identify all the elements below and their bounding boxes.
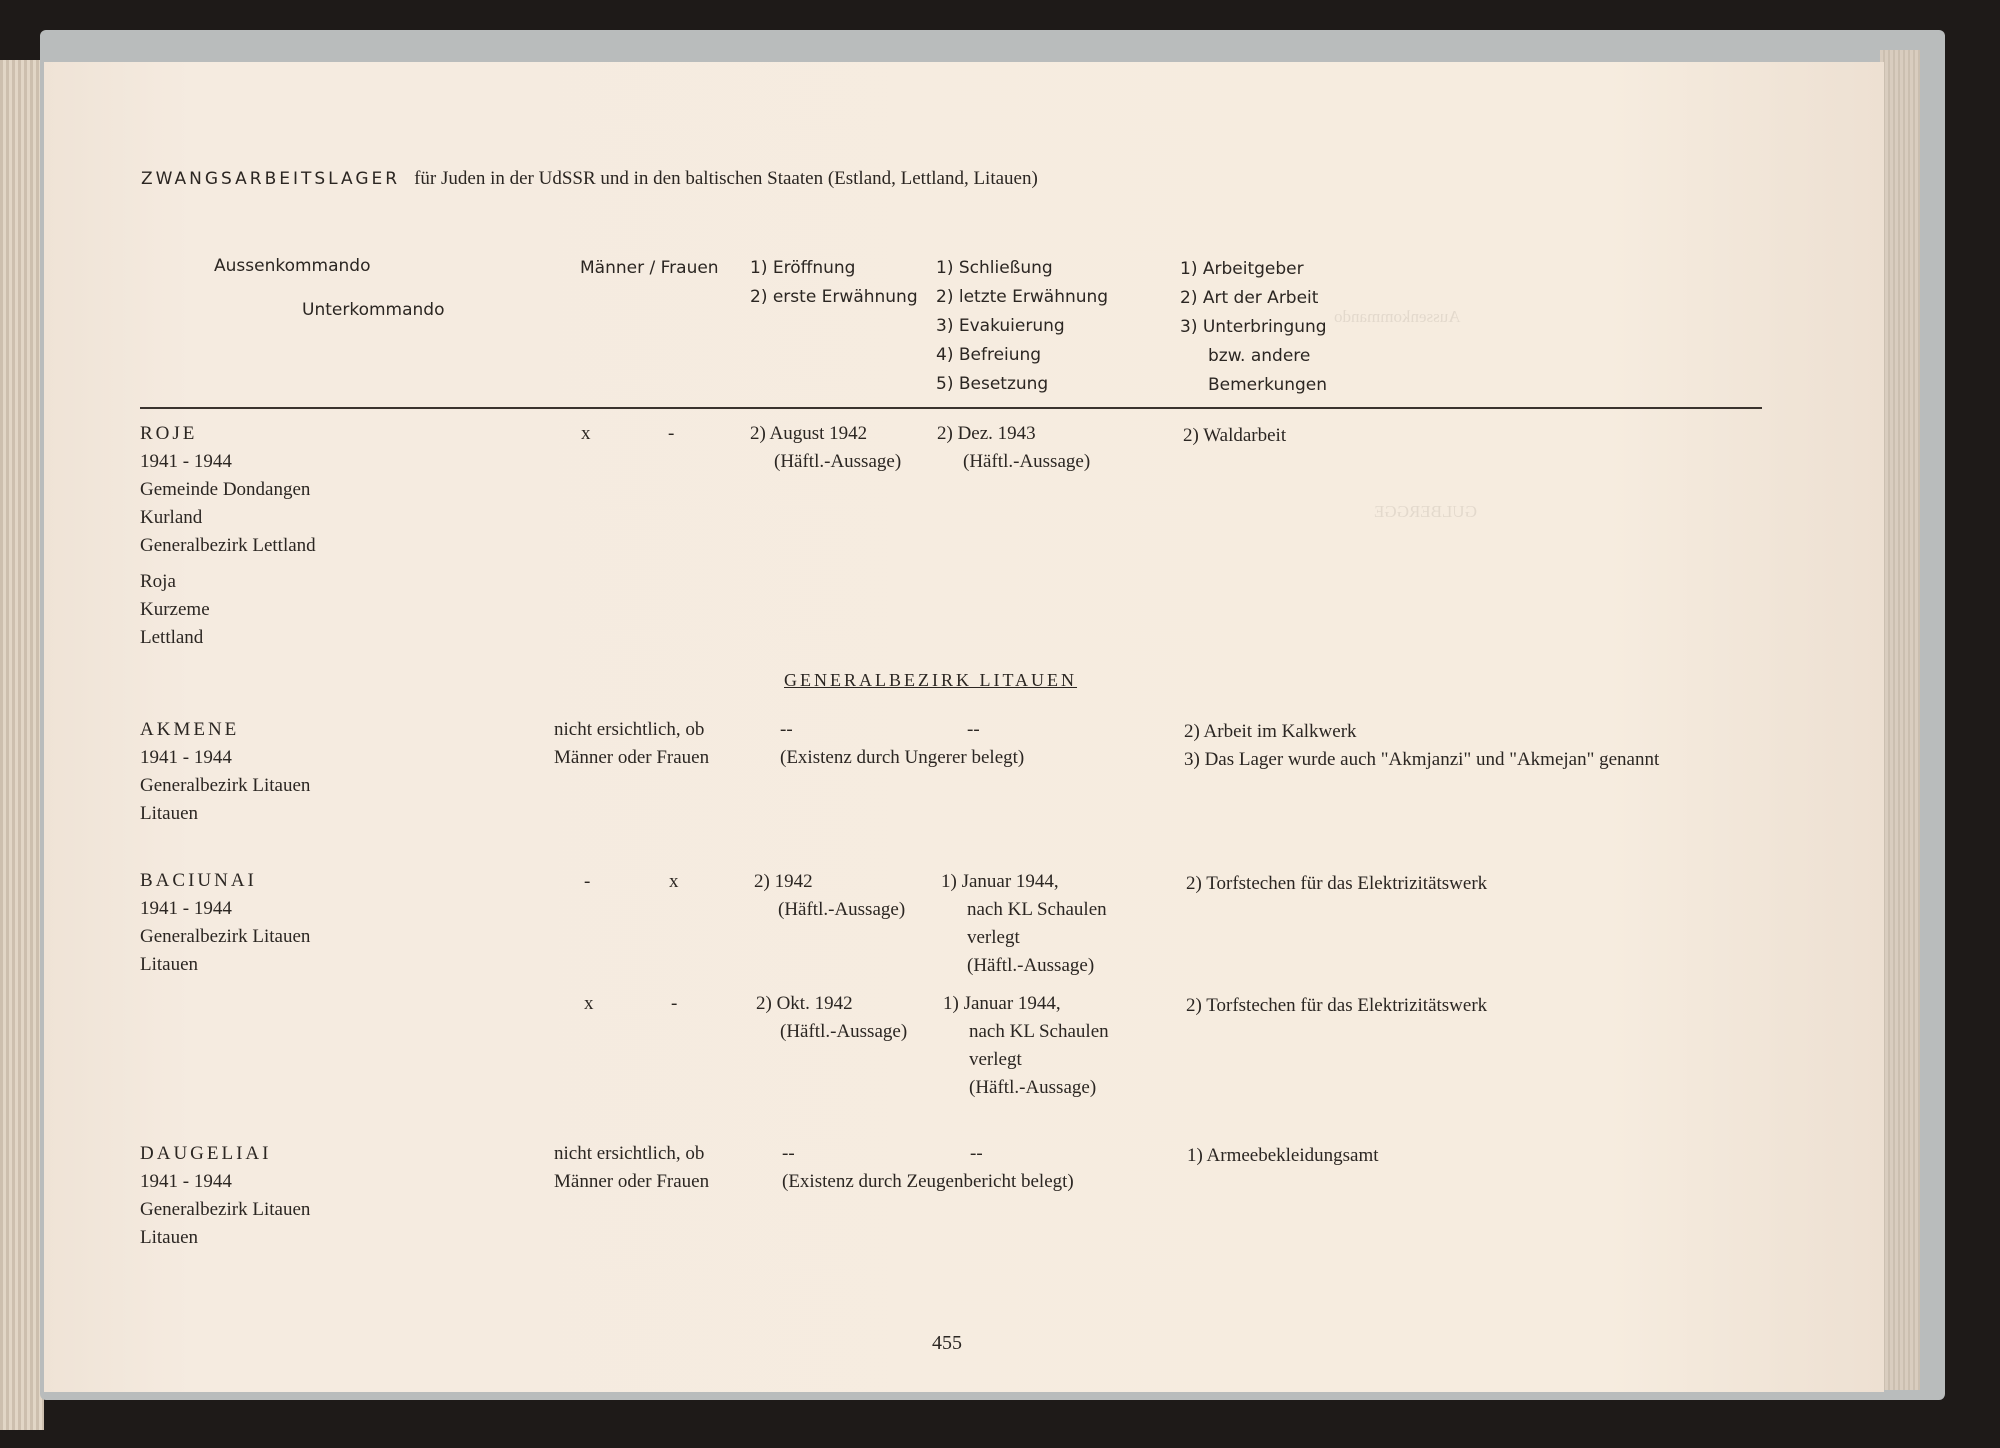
baciunai-a-open: [754, 868, 905, 924]
col-line: 3) Evakuierung: [936, 316, 1065, 336]
work-line: 2) Arbeit im Kalkwerk: [1184, 721, 1357, 742]
col-eroeffnung: [750, 254, 918, 312]
baciunai-b-f: -: [671, 993, 678, 1014]
roje-f: -: [668, 423, 675, 444]
col-unterkommando: Unterkommando: [302, 300, 445, 320]
camp-line: 1941 - 1944: [140, 451, 232, 472]
open-line: (Existenz durch Zeugenbericht belegt): [782, 1171, 1074, 1192]
col-arbeitgeber: [1180, 255, 1327, 400]
akmene-close: --: [967, 719, 980, 740]
akmene-location: [140, 716, 310, 828]
camp-name: DAUGELIAI: [140, 1143, 272, 1164]
baciunai-b-work: 2) Torfstechen für das Elektrizitätswerk: [1186, 995, 1488, 1016]
close-line: verlegt: [967, 927, 1020, 948]
open-line: --: [780, 719, 793, 740]
camp-name: ROJE: [140, 423, 198, 444]
close-line: 1) Januar 1944,: [941, 871, 1059, 892]
baciunai-b-m: x: [584, 993, 594, 1014]
col-line: 3) Unterbringung: [1180, 317, 1327, 337]
baciunai-b-close: [943, 990, 1109, 1102]
camp-line: Kurland: [140, 507, 203, 528]
roje-work: 2) Waldarbeit: [1183, 425, 1287, 446]
daugeliai-location: [140, 1140, 310, 1252]
page-stack: [1880, 50, 1920, 1390]
header-rule: [140, 407, 1762, 409]
camp-name: BACIUNAI: [140, 870, 257, 891]
mf-line: Männer oder Frauen: [554, 747, 710, 768]
roje-close: [937, 420, 1090, 476]
col-line: 4) Befreiung: [936, 345, 1042, 365]
col-line: 1) Schließung: [936, 258, 1053, 278]
camp-name: AKMENE: [140, 719, 240, 740]
camp-line: 1941 - 1944: [140, 1171, 232, 1192]
baciunai-location: [140, 867, 310, 979]
col-schliessung: [936, 254, 1108, 399]
open-line: 2) Okt. 1942: [756, 993, 853, 1014]
camp-line: Kurzeme: [140, 599, 210, 620]
close-line: 1) Januar 1944,: [943, 993, 1061, 1014]
open-line: 2) August 1942: [750, 423, 868, 444]
col-line: 2) erste Erwähnung: [750, 287, 918, 307]
daugeliai-work: 1) Armeebekleidungsamt: [1187, 1145, 1379, 1166]
heading-caps: ZWANGSARBEITSLAGER: [141, 169, 401, 189]
col-aussenkommando: Aussenkommando: [214, 256, 371, 276]
baciunai-b-open: [756, 990, 907, 1046]
camp-line: Roja: [140, 571, 176, 592]
col-line: 1) Arbeitgeber: [1180, 259, 1304, 279]
baciunai-a-work: 2) Torfstechen für das Elektrizitätswerk: [1186, 873, 1488, 894]
camp-line: Generalbezirk Litauen: [140, 775, 311, 796]
close-line: (Häftl.-Aussage): [967, 955, 1095, 976]
open-line: (Häftl.-Aussage): [778, 899, 906, 920]
daugeliai-close: --: [970, 1143, 983, 1164]
page-heading: [141, 167, 1038, 190]
heading-rest: für Juden in der UdSSR und in den baltischen Staaten (Estland, Lettland, Litauen): [414, 168, 1038, 189]
camp-line: Litauen: [140, 954, 199, 975]
close-line: (Häftl.-Aussage): [963, 451, 1091, 472]
close-line: verlegt: [969, 1049, 1022, 1070]
open-line: (Existenz durch Ungerer belegt): [780, 747, 1025, 768]
akmene-mf: [554, 716, 709, 772]
daugeliai-open: [782, 1140, 1074, 1196]
akmene-open: [780, 716, 1024, 772]
show-through: GULBERGGE: [1374, 502, 1477, 521]
roje-open: [750, 420, 901, 476]
camp-line: Generalbezirk Litauen: [140, 1199, 311, 1220]
camp-line: Generalbezirk Lettland: [140, 535, 316, 556]
page-number: 455: [932, 1332, 962, 1354]
baciunai-a-f: x: [669, 871, 679, 892]
camp-line: Litauen: [140, 1227, 199, 1248]
roje-location: [140, 420, 316, 560]
section-title: GENERALBEZIRK LITAUEN: [784, 670, 1078, 690]
camp-line: Generalbezirk Litauen: [140, 926, 311, 947]
open-line: (Häftl.-Aussage): [780, 1021, 908, 1042]
camp-line: Lettland: [140, 627, 204, 648]
col-maenner-frauen: Männer / Frauen: [580, 258, 719, 278]
mf-line: nicht ersichtlich, ob: [554, 1143, 705, 1164]
book-page: [44, 62, 1884, 1392]
daugeliai-mf: [554, 1140, 709, 1196]
baciunai-a-m: -: [584, 871, 591, 892]
col-line: bzw. andere: [1208, 346, 1311, 366]
col-line: Bemerkungen: [1208, 375, 1328, 395]
col-line: 2) Art der Arbeit: [1180, 288, 1319, 308]
col-line: 2) letzte Erwähnung: [936, 287, 1109, 307]
akmene-work: [1184, 718, 1659, 774]
book-left-edge: [0, 60, 44, 1430]
open-line: (Häftl.-Aussage): [774, 451, 902, 472]
baciunai-a-close: [941, 868, 1107, 980]
open-line: 2) 1942: [754, 871, 813, 892]
mf-line: nicht ersichtlich, ob: [554, 719, 705, 740]
show-through: Aussenkommando: [1334, 307, 1461, 326]
camp-line: Gemeinde Dondangen: [140, 479, 311, 500]
close-line: 2) Dez. 1943: [937, 423, 1036, 444]
open-line: --: [782, 1143, 795, 1164]
close-line: nach KL Schaulen: [969, 1021, 1109, 1042]
work-line: 3) Das Lager wurde auch "Akmjanzi" und "Akmejan" genannt: [1184, 749, 1660, 770]
col-line: 5) Besetzung: [936, 374, 1049, 394]
col-line: 1) Eröffnung: [750, 258, 856, 278]
roje-m: x: [581, 423, 591, 444]
close-line: (Häftl.-Aussage): [969, 1077, 1097, 1098]
roje-alt-location: [140, 568, 210, 652]
camp-line: Litauen: [140, 803, 199, 824]
camp-line: 1941 - 1944: [140, 898, 232, 919]
mf-line: Männer oder Frauen: [554, 1171, 710, 1192]
close-line: nach KL Schaulen: [967, 899, 1107, 920]
camp-line: 1941 - 1944: [140, 747, 232, 768]
